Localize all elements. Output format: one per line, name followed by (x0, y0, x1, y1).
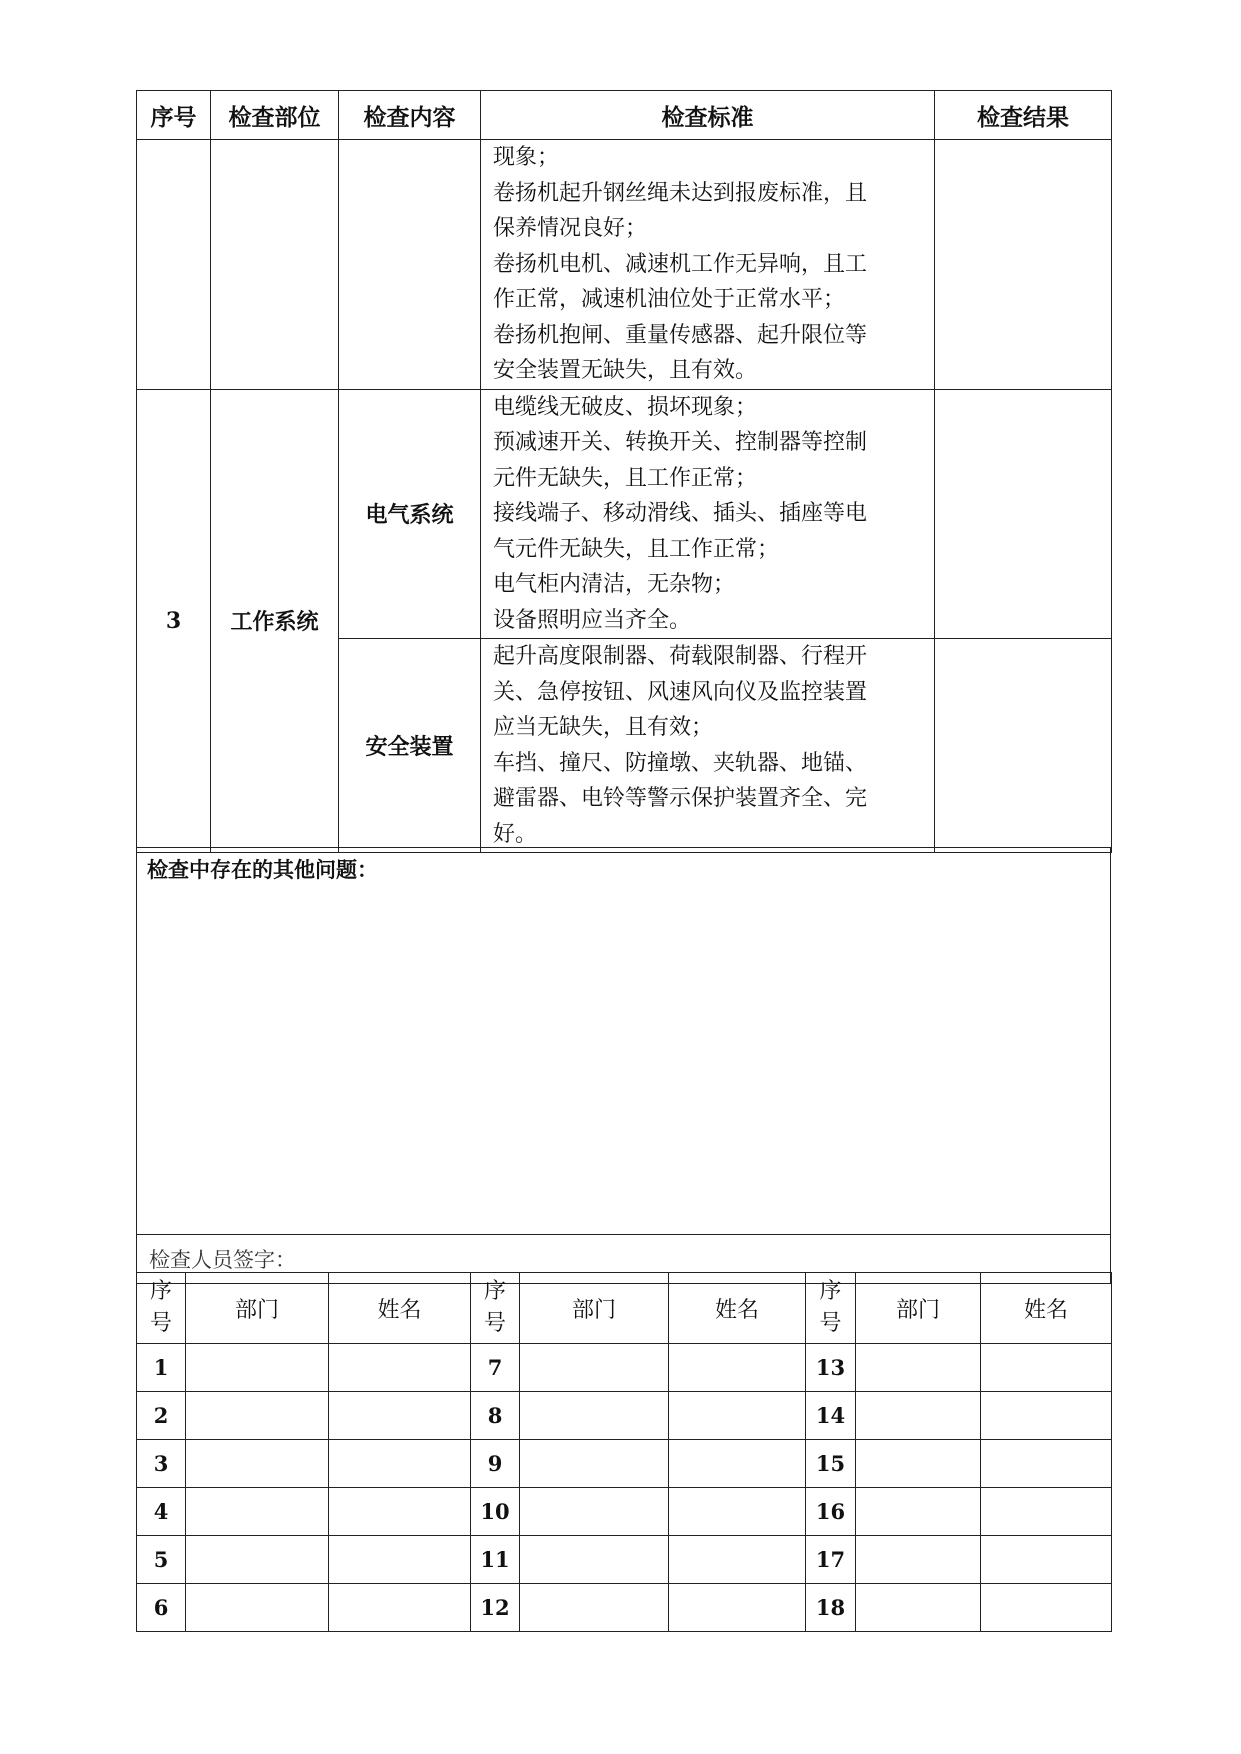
standard-line: 安全装置无缺失，且有效。 (493, 358, 758, 383)
standard-line: 接线端子、移动滑线、插头、插座等电 (493, 501, 868, 526)
seq-number: 9 (471, 1440, 520, 1488)
seq-number: 6 (137, 1584, 186, 1632)
seq-number: 8 (471, 1392, 520, 1440)
inspection-table (136, 90, 1112, 853)
dept-cell[interactable] (520, 1488, 669, 1536)
standard-safety-cell (481, 639, 935, 853)
dept-header: 部门 (186, 1273, 329, 1344)
other-issues-label: 检查中存在的其他问题： (147, 858, 378, 882)
result-electrical-cell[interactable] (935, 389, 1112, 639)
seq-number: 4 (137, 1488, 186, 1536)
header-content: 检查内容 (339, 91, 481, 140)
header-part: 检查部位 (211, 91, 339, 140)
standard-lines (481, 390, 934, 639)
seq-header-bottom: 号 (483, 1311, 506, 1336)
standard-line: 卷扬机抱闸、重量传感器、起升限位等 (493, 322, 868, 348)
standard-line: 元件无缺失，且工作正常； (493, 465, 758, 491)
name-cell[interactable] (329, 1392, 471, 1440)
standard-lines (481, 140, 934, 389)
name-cell[interactable] (329, 1440, 471, 1488)
name-cell[interactable] (981, 1392, 1112, 1440)
name-cell[interactable] (329, 1488, 471, 1536)
dept-cell[interactable] (856, 1488, 981, 1536)
standard-line: 保养情况良好； (493, 216, 648, 241)
continued-standard-cell (481, 140, 935, 390)
continued-part-cell (211, 140, 339, 390)
name-header: 姓名 (669, 1273, 806, 1344)
result-safety-cell[interactable] (935, 639, 1112, 853)
seq-number: 5 (137, 1536, 186, 1584)
name-cell[interactable] (981, 1536, 1112, 1584)
seq-number: 13 (806, 1344, 856, 1392)
standard-line: 应当无缺失，且有效； (493, 715, 714, 740)
seq-number: 15 (806, 1440, 856, 1488)
name-cell[interactable] (981, 1584, 1112, 1632)
seq-number: 16 (806, 1488, 856, 1536)
standard-line: 现象； (493, 145, 560, 170)
standard-line: 好。 (493, 821, 538, 847)
seq-number: 3 (137, 1440, 186, 1488)
personnel-row (137, 1344, 1112, 1392)
dept-cell[interactable] (520, 1344, 669, 1392)
name-cell[interactable] (981, 1344, 1112, 1392)
header-seq: 序号 (137, 91, 211, 140)
seq-number: 18 (806, 1584, 856, 1632)
seq-number: 14 (806, 1392, 856, 1440)
dept-cell[interactable] (186, 1584, 329, 1632)
personnel-row (137, 1440, 1112, 1488)
dept-cell[interactable] (856, 1536, 981, 1584)
dept-cell[interactable] (856, 1584, 981, 1632)
seq-header-top: 序 (819, 1279, 842, 1304)
seq-header-bottom: 号 (149, 1311, 172, 1336)
content-electrical: 电气系统 (339, 389, 481, 639)
dept-cell[interactable] (520, 1536, 669, 1584)
section3-electrical-row (137, 389, 1112, 639)
name-cell[interactable] (981, 1440, 1112, 1488)
standard-line: 关、急停按钮、风速风向仪及监控装置 (493, 679, 868, 705)
continued-row (137, 140, 1112, 390)
name-cell[interactable] (669, 1392, 806, 1440)
seq-header (806, 1273, 856, 1344)
standard-line: 电气柜内清洁，无杂物； (493, 572, 736, 597)
name-cell[interactable] (669, 1488, 806, 1536)
standard-line: 车挡、撞尺、防撞墩、夹轨器、地锚、 (493, 750, 868, 776)
name-cell[interactable] (329, 1344, 471, 1392)
section3-part: 工作系统 (211, 389, 339, 853)
seq-header-top: 序 (149, 1279, 172, 1304)
continued-seq-cell (137, 140, 211, 390)
header-standard: 检查标准 (481, 91, 935, 140)
dept-cell[interactable] (186, 1488, 329, 1536)
name-cell[interactable] (329, 1584, 471, 1632)
seq-number: 11 (471, 1536, 520, 1584)
standard-line: 作正常，减速机油位处于正常水平； (493, 287, 846, 312)
seq-number: 2 (137, 1392, 186, 1440)
section3-seq: 3 (137, 389, 211, 853)
name-cell[interactable] (669, 1344, 806, 1392)
dept-cell[interactable] (520, 1440, 669, 1488)
standard-lines (481, 639, 934, 852)
personnel-row (137, 1392, 1112, 1440)
dept-header: 部门 (856, 1273, 981, 1344)
standard-line: 避雷器、电铃等警示保护装置齐全、完 (493, 786, 868, 811)
seq-number: 17 (806, 1536, 856, 1584)
other-issues-cell[interactable] (137, 848, 1111, 1235)
standard-line: 预减速开关、转换开关、控制器等控制 (493, 430, 868, 455)
dept-cell[interactable] (186, 1344, 329, 1392)
dept-cell[interactable] (856, 1440, 981, 1488)
name-header: 姓名 (981, 1273, 1112, 1344)
seq-header-top: 序 (483, 1279, 506, 1304)
dept-cell[interactable] (520, 1392, 669, 1440)
signature-caption: 检查人员签字： (137, 1235, 1111, 1284)
content-safety: 安全装置 (339, 639, 481, 853)
standard-line: 电缆线无破皮、损坏现象； (493, 394, 758, 420)
issues-row (137, 848, 1111, 1235)
name-cell[interactable] (329, 1536, 471, 1584)
standard-line: 起升高度限制器、荷载限制器、行程开 (493, 644, 868, 669)
dept-cell[interactable] (856, 1392, 981, 1440)
personnel-row (137, 1536, 1112, 1584)
dept-cell[interactable] (856, 1344, 981, 1392)
seq-header (471, 1273, 520, 1344)
table-header-row (137, 91, 1112, 140)
name-cell[interactable] (981, 1488, 1112, 1536)
seq-header (137, 1273, 186, 1344)
standard-line: 设备照明应当齐全。 (493, 607, 692, 633)
continued-result-cell[interactable] (935, 140, 1112, 390)
seq-number: 12 (471, 1584, 520, 1632)
name-cell[interactable] (669, 1536, 806, 1584)
dept-cell[interactable] (186, 1536, 329, 1584)
standard-line: 卷扬机起升钢丝绳未达到报废标准，且 (493, 180, 868, 206)
dept-header: 部门 (520, 1273, 669, 1344)
personnel-header-row (137, 1273, 1112, 1344)
header-result: 检查结果 (935, 91, 1112, 140)
seq-number: 7 (471, 1344, 520, 1392)
dept-cell[interactable] (186, 1392, 329, 1440)
dept-cell[interactable] (520, 1584, 669, 1632)
standard-electrical-cell (481, 389, 935, 639)
seq-number: 1 (137, 1344, 186, 1392)
dept-cell[interactable] (186, 1440, 329, 1488)
personnel-table (136, 1272, 1112, 1632)
personnel-row (137, 1488, 1112, 1536)
issues-table (136, 847, 1111, 1284)
standard-line: 气元件无缺失，且工作正常； (493, 536, 780, 562)
seq-number: 10 (471, 1488, 520, 1536)
continued-content-cell (339, 140, 481, 390)
name-cell[interactable] (669, 1584, 806, 1632)
seq-header-bottom: 号 (819, 1311, 842, 1336)
personnel-row (137, 1584, 1112, 1632)
name-cell[interactable] (669, 1440, 806, 1488)
name-header: 姓名 (329, 1273, 471, 1344)
standard-line: 卷扬机电机、减速机工作无异响，且工 (493, 251, 868, 277)
